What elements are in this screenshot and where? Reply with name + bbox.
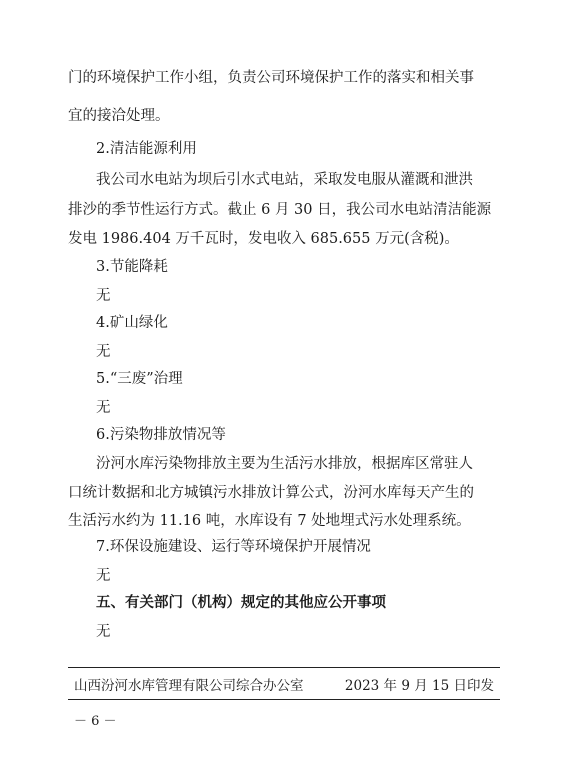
paragraph-line: 口统计数据和北方城镇污水排放计算公式，汾河水库每天产生的 [68, 485, 474, 501]
paragraph-line: 发电 1986.404 万千瓦时，发电收入 685.655 万元(含税)。 [68, 231, 459, 247]
footer-date: 2023 年 9 月 15 日印发 [344, 678, 494, 694]
paragraph-line: 排沙的季节性运行方式。截止 6 月 30 日，我公司水电站清洁能源 [68, 202, 492, 218]
subheading-env-facilities: 7.环保设施建设、运行等环境保护开展情况 [96, 539, 371, 555]
section-heading: 五、有关部门（机构）规定的其他应公开事项 [96, 595, 386, 611]
page-number: － 6 － [74, 714, 117, 729]
paragraph-line: 宜的接洽处理。 [68, 108, 170, 124]
paragraph-line: 我公司水电站为坝后引水式电站，采取发电服从灌溉和泄洪 [96, 172, 473, 188]
subheading-three-wastes: 5.“三废”治理 [96, 371, 183, 387]
subheading-clean-energy: 2.清洁能源利用 [96, 141, 197, 157]
footer-imprint [68, 676, 500, 696]
paragraph-line: 生活污水约为 11.16 吨，水库设有 7 处地埋式污水处理系统。 [68, 513, 471, 529]
paragraph-line: 无 [96, 624, 111, 640]
footer-issuer: 山西汾河水库管理有限公司综合办公室 [74, 678, 304, 694]
paragraph-line: 门的环境保护工作小组，负责公司环境保护工作的落实和相关事 [68, 70, 474, 86]
paragraph-line: 无 [96, 400, 111, 416]
subheading-pollutant-discharge: 6.污染物排放情况等 [96, 427, 226, 443]
footer-bottom-rule [68, 699, 500, 700]
paragraph-line: 无 [96, 568, 111, 584]
paragraph-line: 汾河水库污染物排放主要为生活污水排放，根据库区常驻人 [96, 456, 473, 472]
subheading-energy-saving: 3.节能降耗 [96, 259, 168, 275]
paragraph-line: 无 [96, 344, 111, 360]
footer-top-rule [68, 667, 500, 668]
subheading-mine-greening: 4.矿山绿化 [96, 315, 168, 331]
paragraph-line: 无 [96, 288, 111, 304]
